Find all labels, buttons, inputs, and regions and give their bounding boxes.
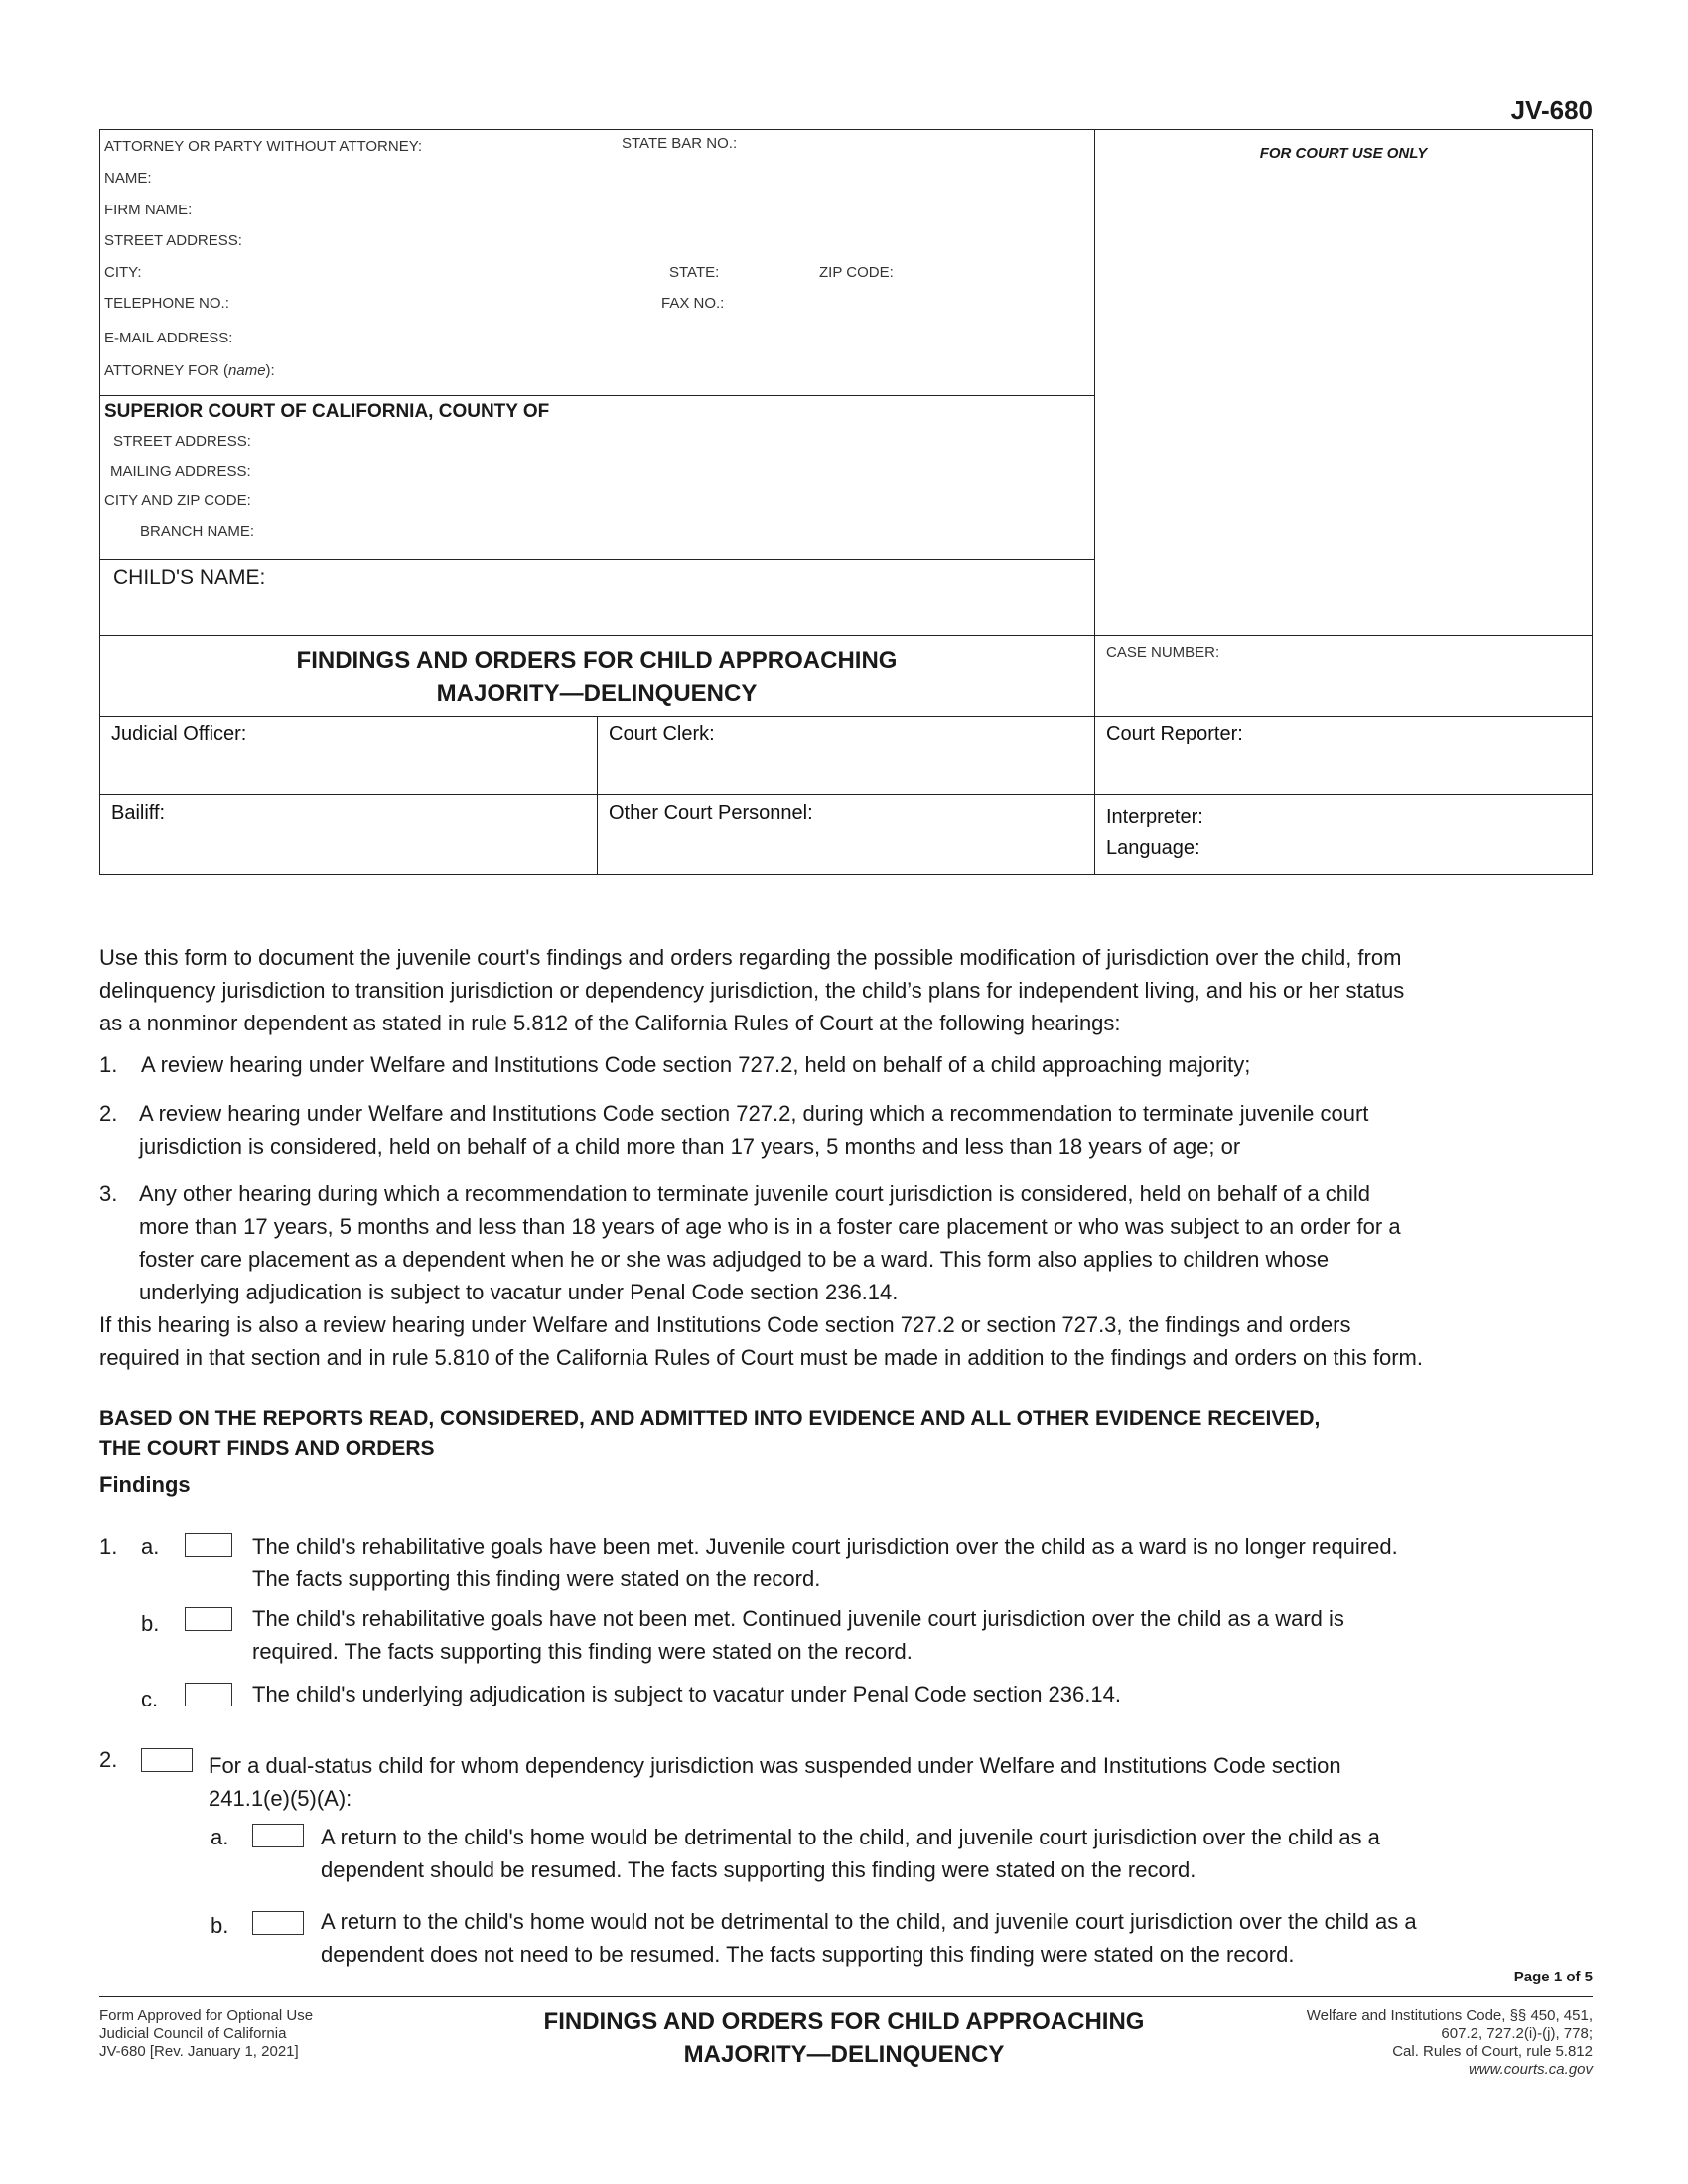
intro-item-2-line-1: A review hearing under Welfare and Institutions Code section 727.2, during which a recommendation to terminate juvenile court <box>139 1101 1369 1126</box>
form-title-line-2: MAJORITY—DELINQUENCY <box>436 680 758 707</box>
footer-right-line-2: 607.2, 727.2(i)-(j), 778; <box>1441 2025 1593 2042</box>
finding-1b-line-2: required. The facts supporting this finding were stated on the record. <box>252 1639 913 1664</box>
finding-2b-letter: b. <box>211 1913 229 1938</box>
footer-website-link[interactable]: www.courts.ca.gov <box>1468 2061 1593 2078</box>
finding-1a-checkbox[interactable] <box>185 1533 232 1557</box>
finding-1c-checkbox[interactable] <box>185 1683 232 1706</box>
based-on-line-2: THE COURT FINDS AND ORDERS <box>99 1437 435 1460</box>
caption-top-border <box>99 129 1593 130</box>
footer-right-line-1: Welfare and Institutions Code, §§ 450, 451, <box>1306 2007 1593 2024</box>
interpreter-label: Interpreter: <box>1106 806 1203 828</box>
email-label: E-MAIL ADDRESS: <box>104 330 233 346</box>
court-reporter-label: Court Reporter: <box>1106 723 1243 745</box>
bailiff-label: Bailiff: <box>111 802 166 824</box>
attorney-for-label <box>104 362 275 379</box>
finding-1b-line-1: The child's rehabilitative goals have not been met. Continued juvenile court jurisdiction over the child as a ward is <box>252 1606 1344 1631</box>
telephone-label: TELEPHONE NO.: <box>104 295 229 312</box>
personnel-left-border <box>99 716 100 874</box>
intro-item-1-text: A review hearing under Welfare and Institutions Code section 727.2, held on behalf of a child approaching majority; <box>141 1052 1251 1077</box>
footer-rule <box>99 1996 1593 1997</box>
name-label: NAME: <box>104 170 152 187</box>
finding-1c-letter: c. <box>141 1687 159 1711</box>
other-personnel-label: Other Court Personnel: <box>609 802 813 824</box>
court-clerk-label: Court Clerk: <box>609 723 715 745</box>
footer-title-line-2: MAJORITY—DELINQUENCY <box>683 2041 1005 2068</box>
footer-left <box>99 2007 313 2061</box>
attorney-for-name: name <box>228 362 266 379</box>
fax-label: FAX NO.: <box>661 295 725 312</box>
finding-2-text <box>209 1749 1599 1815</box>
intro-closing <box>99 1308 1628 1374</box>
finding-2a-letter: a. <box>211 1825 229 1849</box>
finding-1b-text <box>252 1602 1613 1668</box>
form-title-line-1: FINDINGS AND ORDERS FOR CHILD APPROACHING <box>296 647 898 674</box>
finding-1a-line-2: The facts supporting this finding were stated on the record. <box>252 1567 821 1591</box>
judicial-officer-label: Judicial Officer: <box>111 723 247 745</box>
zip-code-label: ZIP CODE: <box>819 264 894 281</box>
court-section-top <box>99 395 1095 396</box>
title-top <box>99 635 1593 636</box>
intro-line-1: Use this form to document the juvenile court's findings and orders regarding the possible modification of jurisdiction over the child, from <box>99 945 1402 970</box>
intro-item-1-number: 1. <box>99 1052 118 1077</box>
case-number-label: CASE NUMBER: <box>1106 644 1220 661</box>
footer-title <box>447 2005 1241 2071</box>
for-court-use-only: FOR COURT USE ONLY <box>1259 145 1428 162</box>
form-title <box>99 644 1094 710</box>
finding-2a-checkbox[interactable] <box>252 1824 304 1847</box>
based-on-line-1: BASED ON THE REPORTS READ, CONSIDERED, AND ADMITTED INTO EVIDENCE AND ALL OTHER EVIDENCE RECEIVED, <box>99 1407 1321 1430</box>
findings-heading: Findings <box>99 1472 191 1497</box>
footer-title-line-1: FINDINGS AND ORDERS FOR CHILD APPROACHING <box>543 2008 1145 2035</box>
intro-item-2-number: 2. <box>99 1101 118 1126</box>
footer-right-line-3: Cal. Rules of Court, rule 5.812 <box>1392 2043 1593 2060</box>
finding-1a-letter: a. <box>141 1534 160 1559</box>
street-address-label: STREET ADDRESS: <box>104 232 242 249</box>
finding-1a-line-1: The child's rehabilitative goals have been met. Juvenile court jurisdiction over the child as a ward is no longer required. <box>252 1534 1398 1559</box>
finding-1-number: 1. <box>99 1534 118 1559</box>
finding-1c-text: The child's underlying adjudication is subject to vacatur under Penal Code section 236.14. <box>252 1682 1121 1706</box>
form-number: JV-680 <box>1510 95 1593 125</box>
intro-item-3-line-3: foster care placement as a dependent when he or she was adjudged to be a ward. This form also applies to children whose <box>139 1247 1330 1272</box>
footer-right <box>1307 2007 1593 2079</box>
finding-1b-letter: b. <box>141 1611 160 1636</box>
caption-middle-divider <box>1094 129 1095 717</box>
personnel-top <box>99 716 1593 717</box>
intro-item-3-line-4: underlying adjudication is subject to vacatur under Penal Code section 236.14. <box>139 1280 899 1304</box>
finding-2b-line-2: dependent does not need to be resumed. The facts supporting this finding were stated on the record. <box>321 1942 1295 1967</box>
footer-left-line-2: Judicial Council of California <box>99 2025 287 2042</box>
intro-closing-line-2: required in that section and in rule 5.810 of the California Rules of Court must be made in addition to the findings and orders on this form. <box>99 1345 1423 1370</box>
intro-item-2-line-2: jurisdiction is considered, held on behalf of a child more than 17 years, 5 months and less than 18 years of age; or <box>139 1134 1241 1159</box>
personnel-middle <box>99 794 1593 795</box>
superior-court-heading: SUPERIOR COURT OF CALIFORNIA, COUNTY OF <box>104 401 550 422</box>
finding-2-line-2: 241.1(e)(5)(A): <box>209 1786 352 1811</box>
court-branch-label: BRANCH NAME: <box>140 523 255 540</box>
intro-item-3-number: 3. <box>99 1181 118 1206</box>
finding-1b-checkbox[interactable] <box>185 1607 232 1631</box>
finding-2-number: 2. <box>99 1747 118 1772</box>
finding-2b-text <box>321 1905 1602 1971</box>
finding-2-line-1: For a dual-status child for whom dependency jurisdiction was suspended under Welfare and Institutions Code section <box>209 1753 1341 1778</box>
personnel-divider-1 <box>597 716 598 874</box>
court-mailing-label: MAILING ADDRESS: <box>110 463 251 479</box>
page-number: Page 1 of 5 <box>1513 1969 1593 1985</box>
caption-right-border <box>1592 129 1593 874</box>
finding-2a-line-2: dependent should be resumed. The facts supporting this finding were stated on the record. <box>321 1857 1196 1882</box>
state-label: STATE: <box>669 264 720 281</box>
child-name-label: CHILD'S NAME: <box>113 566 266 589</box>
finding-1a-text <box>252 1530 1613 1595</box>
footer-left-line-1: Form Approved for Optional Use <box>99 2007 314 2024</box>
finding-2b-line-1: A return to the child's home would not be detrimental to the child, and juvenile court jurisdiction over the child as a <box>321 1909 1417 1934</box>
attorney-for-text: ATTORNEY FOR ( <box>104 362 229 379</box>
city-label: CITY: <box>104 264 142 281</box>
language-label: Language: <box>1106 837 1200 859</box>
intro-item-3-line-2: more than 17 years, 5 months and less than 18 years of age who is in a foster care placement or who was subject to an order for a <box>139 1214 1401 1239</box>
intro-line-3: as a nonminor dependent as stated in rule 5.812 of the California Rules of Court at the following hearings: <box>99 1011 1121 1035</box>
finding-2a-text <box>321 1821 1602 1886</box>
personnel-divider-2 <box>1094 716 1095 874</box>
court-city-zip-label: CITY AND ZIP CODE: <box>104 492 251 509</box>
intro-line-2: delinquency jurisdiction to transition jurisdiction or dependency jurisdiction, the child’s plans for independent living, and his or her status <box>99 978 1405 1003</box>
based-on-heading <box>99 1403 1320 1464</box>
state-bar-label: STATE BAR NO.: <box>622 135 738 152</box>
attorney-for-close: ): <box>265 362 275 379</box>
footer-left-line-3: JV-680 [Rev. January 1, 2021] <box>99 2043 299 2060</box>
firm-name-label: FIRM NAME: <box>104 202 193 218</box>
child-name-top <box>99 559 1095 560</box>
intro-paragraph <box>99 941 1609 1039</box>
finding-2-checkbox[interactable] <box>141 1748 193 1772</box>
personnel-bottom <box>99 874 1593 875</box>
finding-2a-line-1: A return to the child's home would be detrimental to the child, and juvenile court jurisdiction over the child as a <box>321 1825 1380 1849</box>
court-street-label: STREET ADDRESS: <box>113 433 251 450</box>
intro-closing-line-1: If this hearing is also a review hearing under Welfare and Institutions Code section 727.2 or section 727.3, the findings and orders <box>99 1312 1351 1337</box>
finding-2b-checkbox[interactable] <box>252 1911 304 1935</box>
intro-item-3-line-1: Any other hearing during which a recommendation to terminate juvenile court jurisdiction is considered, held on behalf of a child <box>139 1181 1371 1206</box>
attorney-label: ATTORNEY OR PARTY WITHOUT ATTORNEY: <box>104 138 423 155</box>
